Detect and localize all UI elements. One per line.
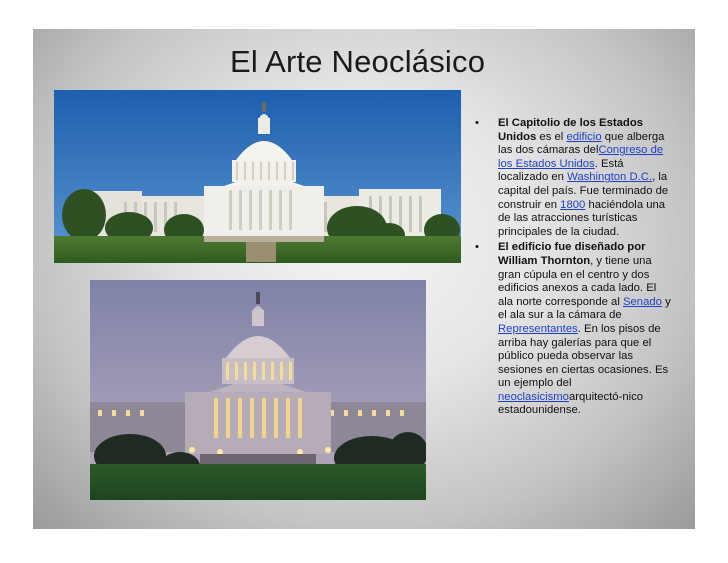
link-neoclasicismo[interactable]: neoclasicismo	[498, 390, 569, 403]
bullet-text: y el ala sur a la cámara de	[498, 295, 671, 322]
link-edificio[interactable]: edificio	[566, 130, 602, 143]
bullet-text: que alberga las dos cámaras del	[498, 130, 665, 157]
link-washington[interactable]: Washington D.C.	[567, 171, 653, 184]
slide	[33, 29, 695, 529]
slide-title: El Arte Neoclásico	[230, 44, 486, 79]
bullet-bold-text: El edificio fue diseñado por William Thornton	[498, 241, 646, 267]
bullet-text: , la capital del país. Fue terminado de construir en	[498, 171, 669, 211]
bullet-text: , y tiene una gran cúpula en el centro y dos edificios anexos a cada lado. El ala norte corresponde al	[498, 254, 657, 308]
link-congreso[interactable]: Congreso de los Estados Unidos	[498, 144, 664, 170]
link-1800[interactable]: 1800	[560, 198, 586, 211]
bullet-text: arquitectó-nico estadounidense.	[498, 390, 644, 417]
link-senado[interactable]: Senado	[622, 295, 662, 308]
bullet-text: es el	[536, 130, 567, 143]
bullet-text: . Está localizado en	[498, 157, 624, 184]
capitol-day-photo	[54, 90, 461, 263]
bullet-item	[473, 117, 673, 239]
bullet-bold-text: El Capitolio de los Estados Unidos	[498, 117, 644, 143]
bullet-mark: •	[475, 117, 479, 129]
capitol-dusk-photo	[90, 280, 426, 500]
link-representantes[interactable]: Representantes	[498, 322, 578, 335]
bullet-list	[473, 117, 673, 420]
bullet-text: haciéndola una de las atracciones turísticas principales de la ciudad.	[498, 198, 666, 238]
bullet-text: . En los pisos de arriba hay galerías para que el público pueda observar las sesiones en ciertas ocasiones. Es un ejemplo del	[498, 322, 669, 390]
bullet-mark: •	[475, 241, 479, 254]
bullet-item	[473, 241, 673, 418]
